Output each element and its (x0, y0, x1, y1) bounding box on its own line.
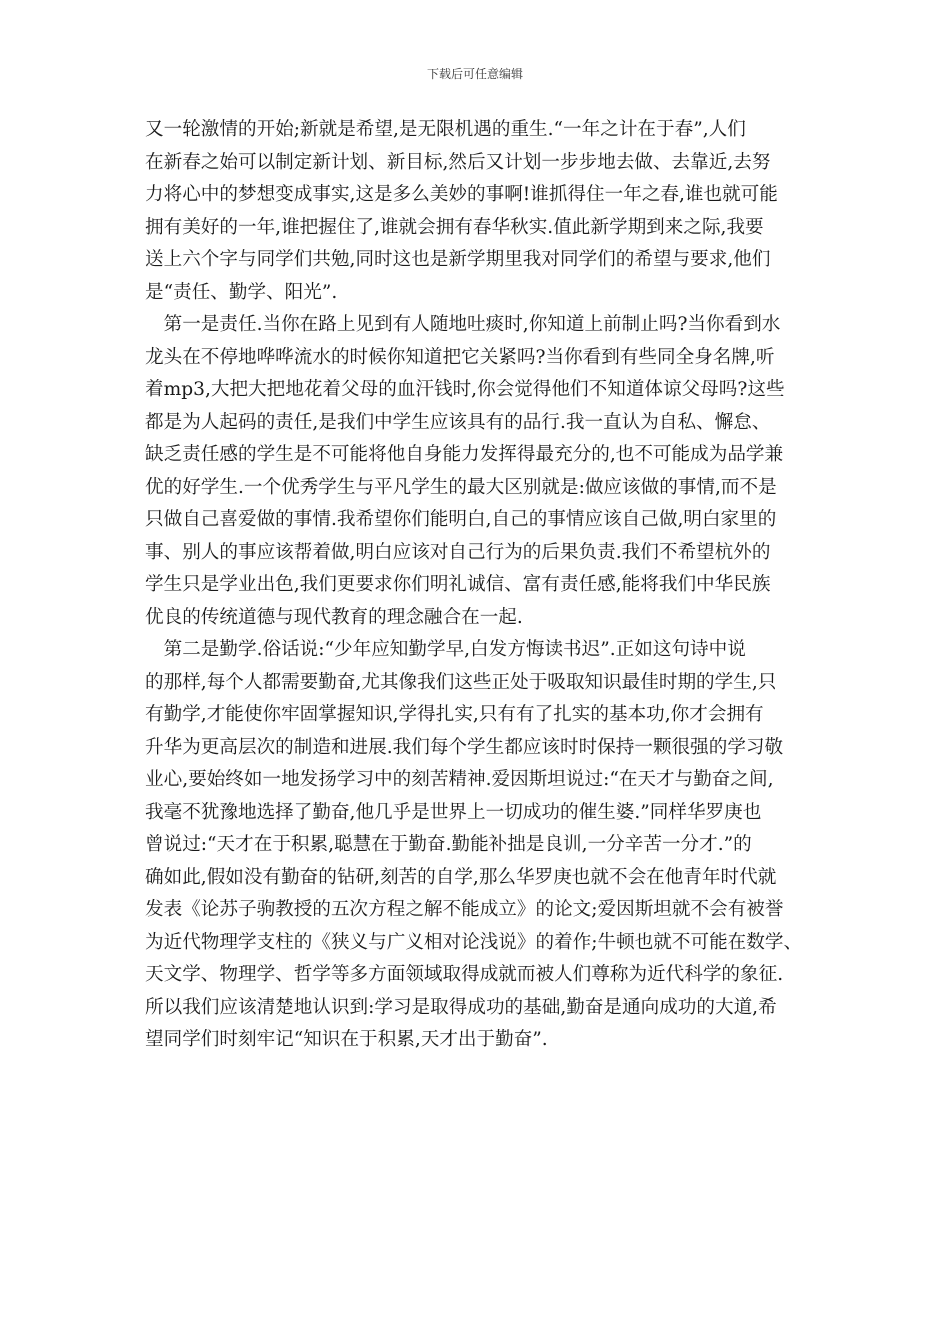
paragraph-intro (145, 114, 825, 309)
text-line: 望同学们时刻牢记“知识在于积累,天才出于勤奋”. (145, 1029, 548, 1050)
text-line: 着mp3,大把大把地花着父母的血汗钱时,你会觉得他们不知道体谅父母吗?这些 (145, 379, 785, 400)
paragraph-responsibility (145, 309, 825, 634)
text-line: 升华为更高层次的制造和进展.我们每个学生都应该时时保持一颗很强的学习敬 (145, 736, 784, 758)
text-line: 为近代物理学支柱的《狭义与广义相对论浅说》的着作;牛顿也就不可能在数学、 (145, 931, 803, 953)
document-body (145, 114, 825, 1057)
text-line: 优良的传统道德与现代教育的理念融合在一起. (145, 606, 523, 628)
text-line: 天文学、物理学、哲学等多方面领域取得成就而被人们尊称为近代科学的象征. (145, 964, 784, 985)
text-line: 优的好学生.一个优秀学生与平凡学生的最大区别就是:做应该做的事情,而不是 (145, 476, 777, 498)
text-line: 业心,要始终如一地发扬学习中的刻苦精神.爱因斯坦说过:“在天才与勤奋之间, (145, 769, 774, 790)
text-line: 事、别人的事应该帮着做,明白应该对自己行为的后果负责.我们不希望杭外的 (145, 541, 771, 563)
text-line: 拥有美好的一年,谁把握住了,谁就会拥有春华秋实.值此新学期到来之际,我要 (145, 216, 764, 238)
text-line: 发表《论苏子驹教授的五次方程之解不能成立》的论文;爱因斯坦就不会有被誉 (145, 899, 784, 920)
text-line: 曾说过:“天才在于积累,聪慧在于勤奋.勤能补拙是良训,一分辛苦一分才.”的 (145, 834, 752, 855)
paragraph-diligence (145, 634, 825, 1057)
text-line: 第二是勤学.俗话说:“少年应知勤学早,白发方悔读书迟”.正如这句诗中说 (145, 639, 746, 660)
text-line: 我毫不犹豫地选择了勤奋,他几乎是世界上一切成功的催生婆.”同样华罗庚也 (145, 801, 762, 823)
text-line: 第一是责任.当你在路上见到有人随地吐痰时,你知道上前制止吗?当你看到水 (145, 314, 781, 335)
page-header: 下载后可任意编辑 (426, 67, 523, 81)
text-line: 又一轮激情的开始;新就是希望,是无限机遇的重生.“一年之计在于春”,人们 (145, 119, 746, 140)
text-line: 的那样,每个人都需要勤奋,尤其像我们这些正处于吸取知识最佳时期的学生,只 (145, 671, 777, 693)
text-line: 缺乏责任感的学生是不可能将他自身能力发挥得最充分的,也不可能成为品学兼 (145, 444, 784, 465)
text-line: 只做自己喜爱做的事情.我希望你们能明白,自己的事情应该自己做,明白家里的 (145, 509, 777, 530)
text-line: 有勤学,才能使你牢固掌握知识,学得扎实,只有有了扎实的基本功,你才会拥有 (145, 704, 764, 725)
text-line: 确如此,假如没有勤奋的钻研,刻苦的自学,那么华罗庚也就不会在他青年时代就 (145, 866, 777, 888)
text-line: 龙头在不停地哗哗流水的时候你知道把它关紧吗?当你看到有些同全身名牌,听 (145, 346, 775, 368)
text-line: 送上六个字与同学们共勉,同时这也是新学期里我对同学们的希望与要求,他们 (145, 249, 771, 270)
text-line: 在新春之始可以制定新计划、新目标,然后又计划一步步地去做、去靠近,去努 (145, 151, 771, 173)
text-line: 所以我们应该清楚地认识到:学习是取得成功的基础,勤奋是通向成功的大道,希 (145, 996, 777, 1018)
text-line: 都是为人起码的责任,是我们中学生应该具有的品行.我一直认为自私、懈怠、 (145, 411, 771, 433)
text-line: 是“责任、勤学、阳光”. (145, 281, 338, 303)
text-line: 力将心中的梦想变成事实,这是多么美妙的事啊!谁抓得住一年之春,谁也就可能 (145, 184, 778, 205)
text-line: 学生只是学业出色,我们更要求你们明礼诚信、富有责任感,能将我们中华民族 (145, 574, 771, 595)
